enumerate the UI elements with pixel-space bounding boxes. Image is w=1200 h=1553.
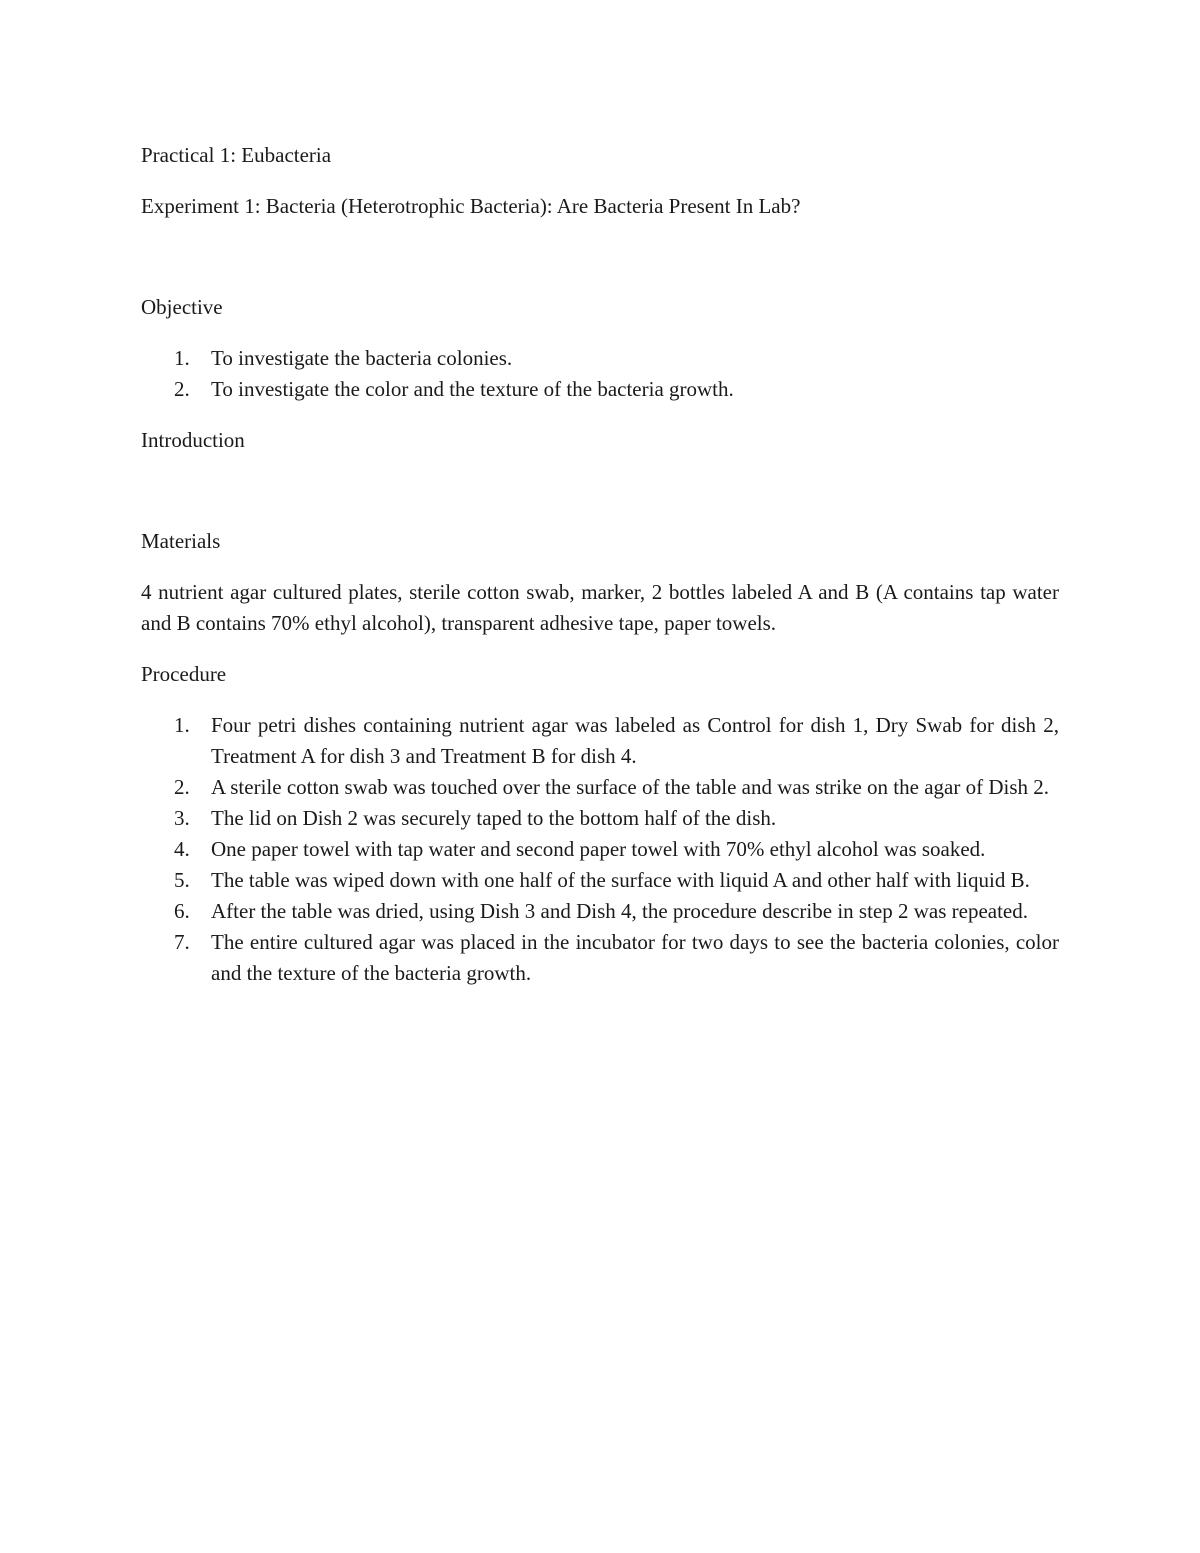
list-number: 2. (174, 775, 190, 799)
list-item (141, 710, 1059, 772)
document-title: Practical 1: Eubacteria (141, 143, 332, 167)
list-item (141, 374, 1059, 405)
experiment-title: Experiment 1: Bacteria (Heterotrophic Bacteria): Are Bacteria Present In Lab? (141, 194, 801, 218)
list-text: To investigate the color and the texture of the bacteria growth. (211, 377, 734, 401)
list-number: 7. (174, 930, 190, 954)
list-text: The table was wiped down with one half of the surface with liquid A and other half with liquid B. (211, 868, 1030, 892)
list-item (141, 865, 1059, 896)
list-number: 3. (174, 806, 190, 830)
list-text: One paper towel with tap water and second paper towel with 70% ethyl alcohol was soaked. (211, 837, 986, 861)
document-page (141, 140, 1059, 1009)
list-text: Four petri dishes containing nutrient agar was labeled as Control for dish 1, Dry Swab for dish 2, Treatment A for dish 3 and Treatment B for dish 4. (211, 713, 1059, 768)
materials-text: 4 nutrient agar cultured plates, sterile cotton swab, marker, 2 bottles labeled A and B (A contains tap water and B contains 70% ethyl alcohol), transparent adhesive tape, paper towels. (141, 580, 1059, 635)
objective-heading: Objective (141, 295, 223, 319)
list-text: After the table was dried, using Dish 3 and Dish 4, the procedure describe in step 2 was repeated. (211, 899, 1029, 923)
list-number: 4. (174, 837, 190, 861)
list-number: 2. (174, 377, 190, 401)
list-item (141, 927, 1059, 989)
list-number: 1. (174, 346, 190, 370)
list-item (141, 834, 1059, 865)
list-number: 1. (174, 713, 190, 737)
introduction-heading: Introduction (141, 428, 245, 452)
list-text: The entire cultured agar was placed in the incubator for two days to see the bacteria colonies, color and the texture of the bacteria growth. (211, 930, 1059, 985)
list-text: To investigate the bacteria colonies. (211, 346, 513, 370)
list-item (141, 343, 1059, 374)
list-item (141, 772, 1059, 803)
list-item (141, 896, 1059, 927)
list-number: 5. (174, 868, 190, 892)
materials-heading: Materials (141, 529, 221, 553)
procedure-list (141, 710, 1059, 989)
list-text: The lid on Dish 2 was securely taped to the bottom half of the dish. (211, 806, 777, 830)
procedure-heading: Procedure (141, 662, 227, 686)
list-item (141, 803, 1059, 834)
objective-list (141, 343, 1059, 405)
list-number: 6. (174, 899, 190, 923)
list-text: A sterile cotton swab was touched over the surface of the table and was strike on the agar of Dish 2. (211, 775, 1049, 799)
